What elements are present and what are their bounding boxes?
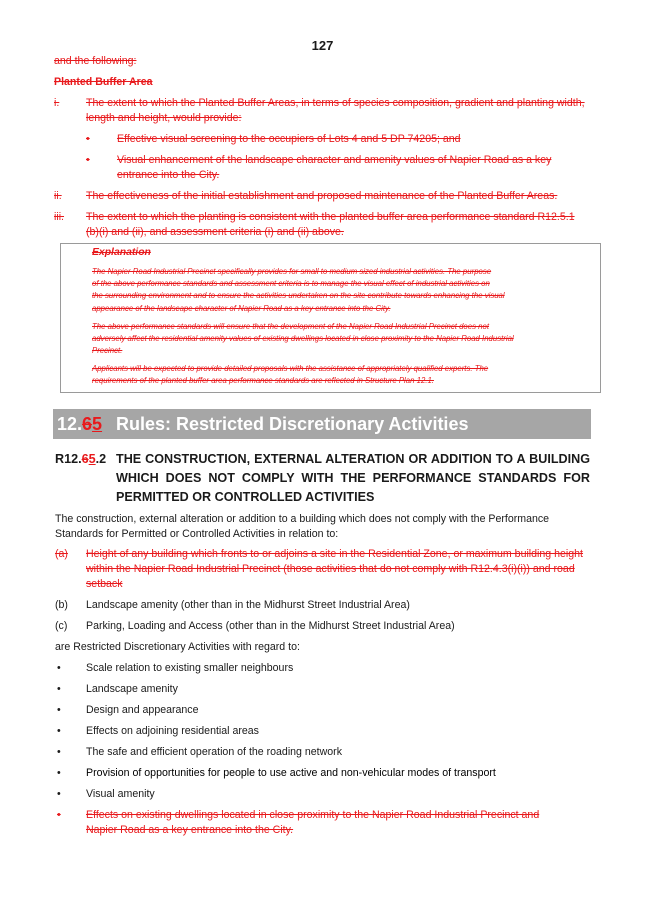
rule-heading-line: PERMITTED OR CONTROLLED ACTIVITIES — [116, 490, 375, 504]
section-banner — [53, 409, 591, 439]
explanation-line: Precinct. — [92, 346, 123, 356]
section-number — [57, 409, 102, 439]
explanation-line: appearance of the landscape character of Napier Road as a key entrance into the City. — [92, 303, 391, 313]
bullet-glyph: • — [86, 133, 90, 145]
explanation-line: Applicants will be expected to provide detailed proposals with the assistance of appropriately qualified experts. The — [92, 364, 489, 373]
condition-label: (a) — [55, 548, 68, 560]
intro-paragraph-line: Standards for Permitted or Controlled Activities in relation to: — [55, 528, 339, 540]
buffer-item-text: The effectiveness of the initial establishment and proposed maintenance of the Planted Buffer Areas. — [86, 190, 558, 202]
rule-heading-line: THE CONSTRUCTION, EXTERNAL ALTERATION OR ADDITION TO A BUILDING — [116, 452, 590, 466]
bullet-glyph: • — [57, 767, 61, 779]
explanation-para-2 — [92, 321, 565, 358]
buffer-heading: Planted Buffer Area — [54, 76, 153, 88]
bullet-glyph: • — [57, 662, 61, 674]
section-number-prefix: 12. — [57, 414, 83, 434]
regard-deleted-text: Napier Road as a key entrance into the City. — [86, 824, 294, 836]
rule-code-suffix: .2 — [95, 452, 107, 466]
explanation-line: of the above performance standards and assessment criteria is to manage the visual effect of industrial activities on — [92, 279, 490, 289]
explanation-box — [60, 243, 601, 393]
section-title: Rules: Restricted Discretionary Activities — [116, 414, 469, 434]
bullet-glyph: • — [57, 704, 61, 716]
rule-code — [55, 450, 106, 469]
bullet-glyph: • — [86, 154, 90, 166]
explanation-line: The Napier Road Industrial Precinct specifically provides for small to medium sized industrial activities. The purpose — [92, 267, 492, 276]
explanation-line: adversely affect the residential amenity values of existing dwellings located in close proximity to the Napier Road Industrial — [92, 334, 514, 344]
rule-code-inserted: 5 — [88, 452, 96, 466]
buffer-item-text: length and height, would provide: — [86, 112, 242, 124]
explanation-para-3 — [92, 363, 565, 387]
regard-item: The safe and efficient operation of the roading network — [86, 746, 342, 758]
intro-line: and the following: — [54, 55, 137, 67]
explanation-line: The above performance standards will ensure that the development of the Napier Road Industrial Precinct does not — [92, 322, 490, 331]
bullet-glyph: • — [57, 746, 61, 758]
bullet-glyph: • — [57, 725, 61, 737]
explanation-title: Explanation — [92, 247, 151, 258]
regard-item: Visual amenity — [86, 788, 155, 800]
section-number-inserted: 5 — [92, 414, 103, 434]
explanation-line: the surrounding environment and to ensure the activities undertaken on the site contribute towards enhancing the visual — [92, 291, 505, 301]
regard-deleted-text: Effects on existing dwellings located in close proximity to the Napier Road Industrial Precinct and — [86, 809, 540, 821]
condition-text: Parking, Loading and Access (other than in the Midhurst Street Industrial Area) — [86, 620, 455, 632]
condition-text: within the Napier Road Industrial Precinct (those activities that do not comply with R12.4.3(i)(i)) and road — [86, 563, 575, 575]
condition-text: setback — [86, 578, 123, 590]
buffer-subbullet-text: Visual enhancement of the landscape character and amenity values of Napier Road as a key — [117, 154, 552, 166]
condition-label: (b) — [55, 599, 68, 611]
regard-item: Landscape amenity — [86, 683, 178, 695]
rule-heading-line: WHICH DOES NOT COMPLY WITH THE PERFORMANCE STANDARDS FOR — [116, 471, 590, 485]
buffer-item-text: (b)(i) and (ii), and assessment criteria (i) and (ii) above. — [86, 226, 344, 238]
buffer-item-text: The extent to which the Planted Buffer Areas, in terms of species composition, gradient and planting width, — [86, 97, 585, 109]
condition-label: (c) — [55, 620, 68, 632]
buffer-subbullet-text: Effective visual screening to the occupiers of Lots 4 and 5 DP 74205; and — [117, 133, 461, 145]
condition-text: Height of any building which fronts to or adjoins a site in the Residential Zone, or maximum building height — [86, 548, 584, 560]
regard-item: Effects on adjoining residential areas — [86, 725, 259, 737]
regard-line: are Restricted Discretionary Activities with regard to: — [55, 641, 300, 653]
buffer-item-label: ii. — [54, 190, 62, 202]
explanation-line: requirements of the planted buffer area performance standards are reflected in Structure Plan 12.1. — [92, 376, 434, 386]
regard-item: Scale relation to existing smaller neighbours — [86, 662, 294, 674]
bullet-glyph: • — [57, 788, 61, 800]
buffer-item-label: i. — [54, 97, 60, 109]
section-number-deleted: 6 — [82, 414, 93, 434]
condition-text: Landscape amenity (other than in the Midhurst Street Industrial Area) — [86, 599, 410, 611]
buffer-subbullet-text: entrance into the City. — [117, 169, 220, 181]
buffer-item-label: iii. — [54, 211, 65, 223]
intro-paragraph-line: The construction, external alteration or addition to a building which does not comply with the Performance — [55, 513, 550, 525]
bullet-glyph: • — [57, 809, 61, 821]
rule-code-deleted: 6 — [81, 452, 89, 466]
regard-item: Provision of opportunities for people to use active and non-vehicular modes of transport — [86, 767, 496, 779]
page-number: 127 — [311, 38, 334, 53]
buffer-item-text: The extent to which the planting is consistent with the planted buffer area performance standard R12.5.1 — [86, 211, 575, 223]
explanation-para-1 — [92, 266, 565, 315]
bullet-glyph: • — [57, 683, 61, 695]
rule-code-prefix: R12. — [55, 452, 82, 466]
regard-item: Design and appearance — [86, 704, 199, 716]
